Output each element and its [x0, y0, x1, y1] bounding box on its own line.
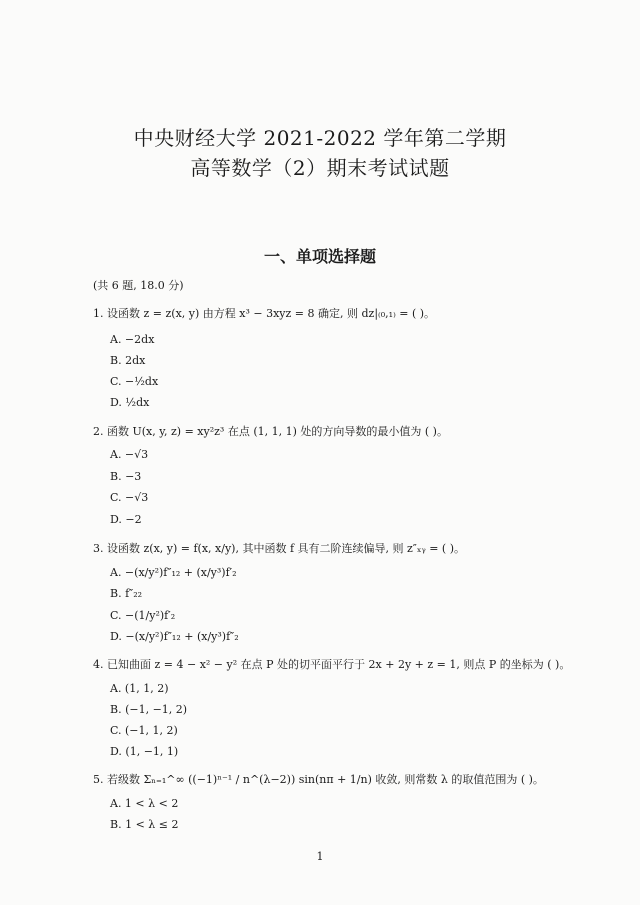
question-2-stem: 2. 函数 U(x, y, z) = xy²z³ 在点 (1, 1, 1) 处的方向导数的最小值为 ( )。	[93, 425, 448, 438]
exam-title-line2: 高等数学（2）期末考试试题	[190, 156, 450, 180]
question-3-option-a: A. −(x/y²)f″₁₂ + (x/y³)f′₂	[110, 566, 237, 579]
question-1-option-c: C. −½dx	[110, 375, 159, 388]
question-1-option-b: B. 2dx	[110, 354, 146, 367]
question-3-stem: 3. 设函数 z(x, y) = f(x, x/y), 其中函数 f 具有二阶连续偏导, 则 z″ₓᵧ = ( )。	[93, 542, 466, 555]
question-1-option-d: D. ½dx	[110, 396, 150, 409]
question-5-option-b: B. 1 < λ ≤ 2	[110, 818, 179, 831]
question-4-stem: 4. 已知曲面 z = 4 − x² − y² 在点 P 处的切平面平行于 2x + 2y + z = 1, 则点 P 的坐标为 ( )。	[93, 658, 571, 671]
question-1-stem: 1. 设函数 z = z(x, y) 由方程 x³ − 3xyz = 8 确定, 则 dz|₍₀,₁₎ = ( )。	[93, 307, 436, 320]
question-5-option-a: A. 1 < λ < 2	[110, 797, 179, 810]
question-4-option-a: A. (1, 1, 2)	[110, 682, 169, 695]
question-1-option-a: A. −2dx	[110, 333, 155, 346]
page-number: 1	[316, 850, 324, 863]
question-2-option-d: D. −2	[110, 513, 142, 526]
question-3-option-b: B. f″₂₂	[110, 587, 143, 600]
question-4-option-b: B. (−1, −1, 2)	[110, 703, 188, 716]
section-meta: (共 6 题, 18.0 分)	[93, 279, 184, 292]
question-4-option-d: D. (1, −1, 1)	[110, 745, 179, 758]
exam-title-line1: 中央财经大学 2021-2022 学年第二学期	[133, 126, 507, 150]
section-heading: 一、单项选择题	[263, 247, 376, 266]
question-4-option-c: C. (−1, 1, 2)	[110, 724, 178, 737]
question-3-option-c: C. −(1/y²)f′₂	[110, 609, 176, 622]
question-2-option-a: A. −√3	[110, 448, 149, 461]
question-5-stem: 5. 若级数 Σₙ₌₁^∞ ((−1)ⁿ⁻¹ / n^(λ−2)) sin(nπ + 1/n) 收敛, 则常数 λ 的取值范围为 ( )。	[93, 773, 544, 786]
question-2-option-c: C. −√3	[110, 491, 149, 504]
question-3-option-d: D. −(x/y²)f″₁₂ + (x/y³)f″₂	[110, 630, 239, 643]
question-2-option-b: B. −3	[110, 470, 142, 483]
